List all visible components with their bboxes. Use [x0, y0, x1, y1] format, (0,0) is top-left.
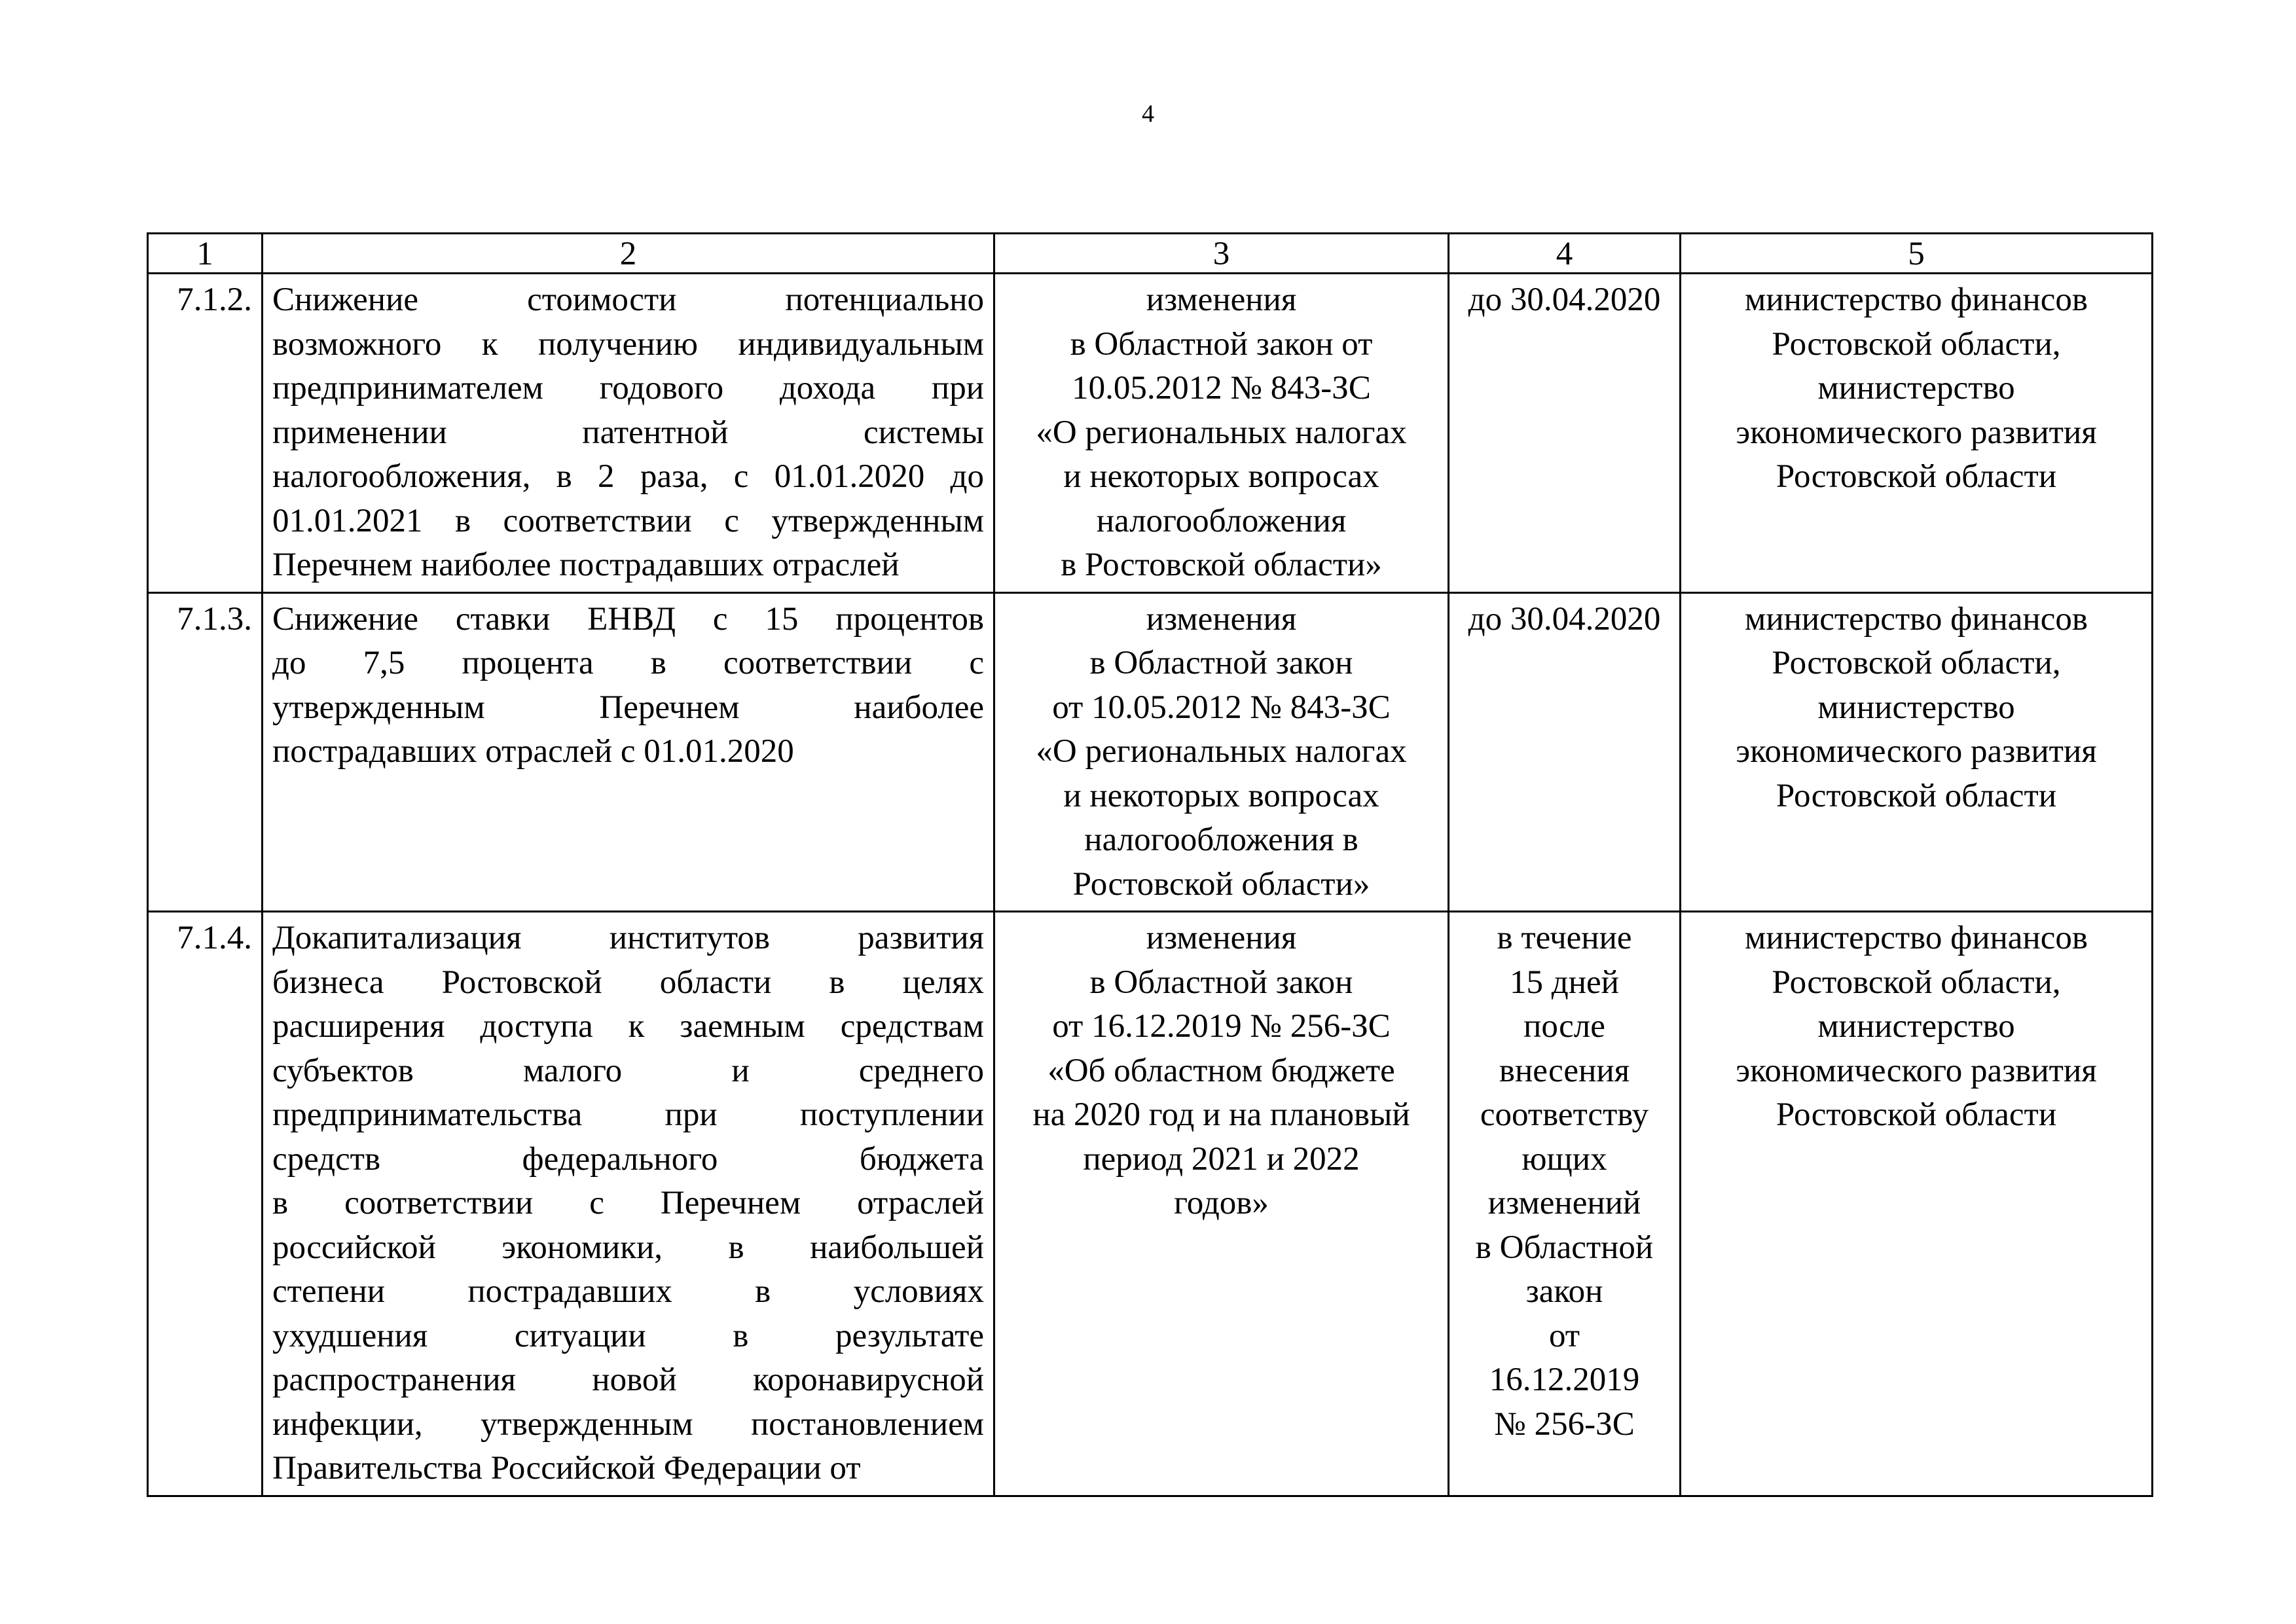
responsible-line: министерство финансов	[1745, 600, 2088, 638]
legal-act-line: на 2020 год и на плановый	[1032, 1096, 1410, 1133]
legal-act-line: «О региональных налогах	[1036, 414, 1407, 451]
measure-description-line: ухудшения ситуации в результате	[272, 1317, 984, 1354]
deadline-cell	[1449, 912, 1681, 1496]
legal-act-line: годов»	[1174, 1185, 1269, 1221]
legal-act-line: в Областной закон	[1089, 964, 1353, 1001]
deadline-line: соответству	[1480, 1096, 1649, 1133]
row-number-cell: 7.1.4.	[148, 912, 263, 1496]
measure-description-line: инфекции, утвержденным постановлением	[272, 1405, 984, 1443]
deadline-cell	[1449, 274, 1681, 593]
deadline-line: закон	[1525, 1273, 1603, 1310]
responsible-line: Ростовской области	[1776, 777, 2057, 814]
legal-act-cell	[994, 274, 1449, 593]
table-row	[148, 274, 2153, 593]
responsible-line: министерство финансов	[1745, 281, 2088, 318]
responsible-line: Ростовской области,	[1772, 325, 2061, 363]
measure-description-cell	[263, 592, 994, 912]
measure-description-line: степени пострадавших в условиях	[272, 1273, 984, 1310]
measure-description-line: до 7,5 процента в соответствии с	[272, 645, 984, 681]
legal-act-line: изменения	[1146, 920, 1297, 956]
legal-act-line: «Об областном бюджете	[1048, 1052, 1395, 1089]
legal-act-cell	[994, 912, 1449, 1496]
legal-act-line: «О региональных налогах	[1036, 733, 1407, 770]
measure-description-line: возможного к получению индивидуальным	[272, 325, 984, 363]
table-row	[148, 592, 2153, 912]
deadline-line: ющих	[1522, 1140, 1607, 1178]
deadline-line: 15 дней	[1510, 964, 1619, 1001]
legal-act-line: в Ростовской области»	[1061, 547, 1382, 583]
deadline-line: изменений	[1487, 1185, 1641, 1221]
measure-description-line: Докапитализация институтов развития	[272, 920, 984, 956]
measure-description-line: применении патентной системы	[272, 414, 984, 451]
responsible-line: Ростовской области	[1776, 458, 2057, 495]
page-number: 4	[1142, 100, 1154, 128]
measure-description-line: субъектов малого и среднего	[272, 1052, 984, 1089]
legal-act-line: период 2021 и 2022	[1083, 1140, 1360, 1178]
deadline-line: в Областной	[1475, 1229, 1654, 1266]
measure-description-line: в соответствии с Перечнем отраслей	[272, 1185, 984, 1221]
legal-act-line: от 10.05.2012 № 843-ЗС	[1052, 689, 1391, 726]
measure-description-line: расширения доступа к заемным средствам	[272, 1008, 984, 1045]
header-cell-1: 1	[148, 234, 263, 274]
responsible-line: экономического развития	[1736, 414, 2097, 451]
measure-description-cell	[263, 274, 994, 593]
measure-description-line: Снижение стоимости потенциально	[272, 281, 984, 318]
responsible-cell	[1681, 274, 2153, 593]
deadline-cell	[1449, 592, 1681, 912]
deadline-line: от	[1548, 1317, 1580, 1354]
legal-act-cell	[994, 592, 1449, 912]
responsible-line: министерство	[1817, 1008, 2015, 1045]
legal-act-line: от 16.12.2019 № 256-ЗС	[1052, 1008, 1391, 1045]
legal-act-line: изменения	[1146, 281, 1297, 318]
measure-description-line: предпринимателем годового дохода при	[272, 370, 984, 406]
responsible-line: министерство	[1817, 689, 2015, 726]
measure-description-line: распространения новой коронавирусной	[272, 1362, 984, 1398]
measure-description-line: российской экономики, в наибольшей	[272, 1229, 984, 1266]
legal-act-line: в Областной закон от	[1070, 325, 1373, 363]
legal-act-line: 10.05.2012 № 843-ЗС	[1072, 370, 1371, 406]
responsible-line: министерство финансов	[1745, 920, 2088, 956]
measure-description-line: бизнеса Ростовской области в целях	[272, 964, 984, 1001]
responsible-line: экономического развития	[1736, 733, 2097, 770]
measures-table	[147, 232, 2153, 1497]
row-number-cell: 7.1.3.	[148, 592, 263, 912]
legal-act-line: и некоторых вопросах	[1063, 777, 1379, 814]
responsible-cell	[1681, 592, 2153, 912]
deadline-line: внесения	[1499, 1052, 1630, 1089]
measure-description-line: предпринимательства при поступлении	[272, 1096, 984, 1133]
header-cell-2: 2	[263, 234, 994, 274]
responsible-cell	[1681, 912, 2153, 1496]
measure-description-line: налогообложения, в 2 раза, с 01.01.2020 до	[272, 458, 984, 495]
deadline-line: после	[1523, 1008, 1605, 1045]
measure-description-line: средств федерального бюджета	[272, 1140, 984, 1178]
measure-description-cell	[263, 912, 994, 1496]
responsible-line: Ростовской области	[1776, 1096, 2057, 1133]
deadline-line: в течение	[1497, 920, 1632, 956]
measure-description-line: Снижение ставки ЕНВД с 15 процентов	[272, 600, 984, 638]
responsible-line: экономического развития	[1736, 1052, 2097, 1089]
responsible-line: Ростовской области,	[1772, 645, 2061, 681]
header-cell-4: 4	[1449, 234, 1681, 274]
legal-act-line: налогообложения	[1096, 502, 1347, 539]
legal-act-line: в Областной закон	[1089, 645, 1353, 681]
legal-act-line: изменения	[1146, 600, 1297, 638]
responsible-line: министерство	[1817, 370, 2015, 406]
deadline-line: до 30.04.2020	[1468, 600, 1661, 638]
measure-description-line: пострадавших отраслей с 01.01.2020	[272, 733, 794, 770]
responsible-line: Ростовской области,	[1772, 964, 2061, 1001]
measure-description-line: 01.01.2021 в соответствии с утвержденным	[272, 502, 984, 539]
measure-description-line: Правительства Российской Федерации от	[272, 1450, 861, 1487]
header-cell-5: 5	[1681, 234, 2153, 274]
deadline-line: № 256-ЗС	[1494, 1405, 1635, 1443]
table-header-row	[148, 234, 2153, 274]
measure-description-line: утвержденным Перечнем наиболее	[272, 689, 984, 726]
deadline-line: до 30.04.2020	[1468, 281, 1661, 318]
measure-description-line: Перечнем наиболее пострадавших отраслей	[272, 547, 900, 583]
header-cell-3: 3	[994, 234, 1449, 274]
row-number-cell: 7.1.2.	[148, 274, 263, 593]
legal-act-line: налогообложения в	[1084, 821, 1358, 858]
legal-act-line: Ростовской области»	[1072, 865, 1370, 903]
table-row	[148, 912, 2153, 1496]
deadline-line: 16.12.2019	[1489, 1362, 1640, 1398]
legal-act-line: и некоторых вопросах	[1063, 458, 1379, 495]
